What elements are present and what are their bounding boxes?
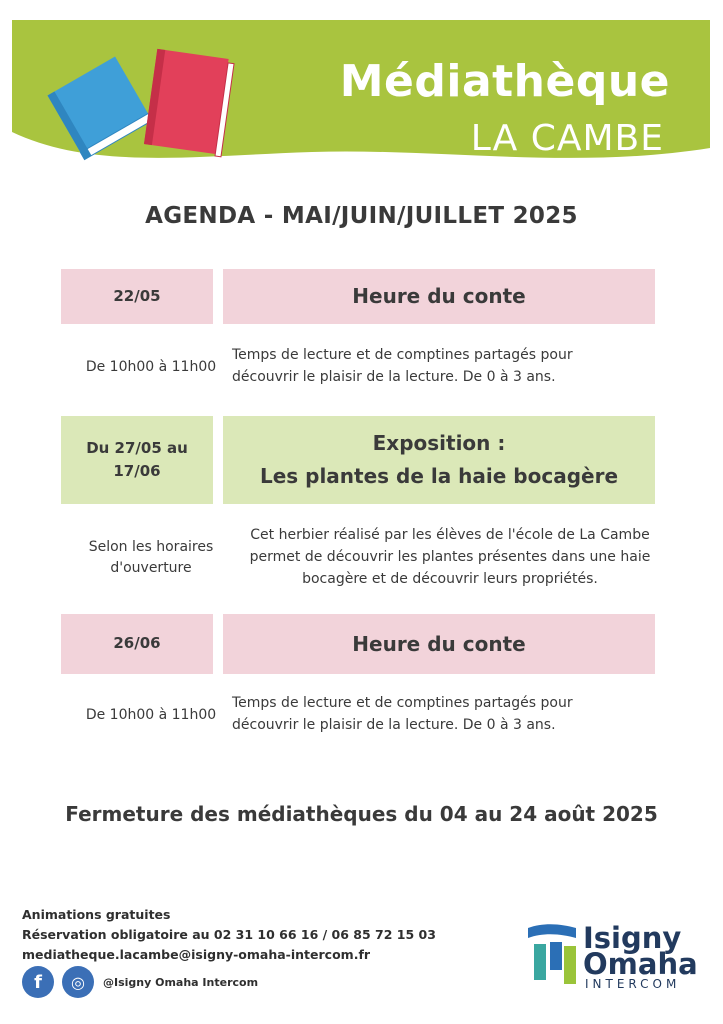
event-3-description-line: découvrir le plaisir de la lecture. De 0 à 3 ans. xyxy=(232,717,556,733)
header-banner xyxy=(12,20,710,170)
event-2-description-line: Cet herbier réalisé par les élèves de l'école de La Cambe xyxy=(250,527,650,544)
social-handle[interactable]: @Isigny Omaha Intercom xyxy=(103,976,259,989)
event-2-title xyxy=(223,416,655,504)
event-1-description xyxy=(232,332,662,402)
isigny-omaha-logo-icon xyxy=(526,922,582,988)
event-2-time-line: d'ouverture xyxy=(110,560,192,576)
page-title: Médiathèque xyxy=(339,56,670,107)
event-2-description-line: bocagère et de découvrir leurs propriétés. xyxy=(302,570,598,587)
logo-text-intercom: INTERCOM xyxy=(585,977,681,991)
event-1-title: Heure du conte xyxy=(223,269,655,324)
event-2-description-line: permet de découvrir les plantes présentes dans une haie xyxy=(249,549,651,566)
logo-text-omaha: Omaha xyxy=(583,947,698,981)
free-events-note: Animations gratuites xyxy=(22,907,171,922)
event-3-description-line: Temps de lecture et de comptines partagés pour xyxy=(232,695,573,712)
event-2-description xyxy=(232,518,668,598)
event-2-title-line: Exposition : xyxy=(372,431,506,455)
event-2-time-line: Selon les horaires xyxy=(88,539,214,555)
red-book-icon xyxy=(144,49,235,157)
reservation-phone: Réservation obligatoire au 02 31 10 66 16 / 06 85 72 15 03 xyxy=(22,927,436,942)
event-1-description-line: découvrir le plaisir de la lecture. De 0 à 3 ans. xyxy=(232,369,556,385)
closure-notice: Fermeture des médiathèques du 04 au 24 août 2025 xyxy=(65,802,658,826)
contact-email[interactable]: mediatheque.lacambe@isigny-omaha-intercom.fr xyxy=(22,947,371,962)
event-2-time xyxy=(61,518,241,598)
event-2-date-line: 17/06 xyxy=(113,462,161,480)
agenda-title: AGENDA - MAI/JUIN/JUILLET 2025 xyxy=(145,203,578,229)
facebook-icon[interactable]: f xyxy=(22,966,54,998)
logo-text-isigny: Isigny xyxy=(583,921,682,955)
event-3-date: 26/06 xyxy=(61,614,213,674)
event-1-date: 22/05 xyxy=(61,269,213,324)
event-3-time: De 10h00 à 11h00 xyxy=(85,706,217,723)
instagram-icon[interactable]: ◎ xyxy=(62,966,94,998)
event-2-date xyxy=(61,416,213,504)
event-1-time: De 10h00 à 11h00 xyxy=(85,358,217,375)
event-2-title-line: Les plantes de la haie bocagère xyxy=(259,464,619,488)
event-3-description xyxy=(232,680,662,750)
page-subtitle: LA CAMBE xyxy=(470,118,664,159)
event-3-title: Heure du conte xyxy=(223,614,655,674)
event-1-description-line: Temps de lecture et de comptines partagés pour xyxy=(232,347,573,364)
event-2-date-line: Du 27/05 au xyxy=(86,438,188,457)
